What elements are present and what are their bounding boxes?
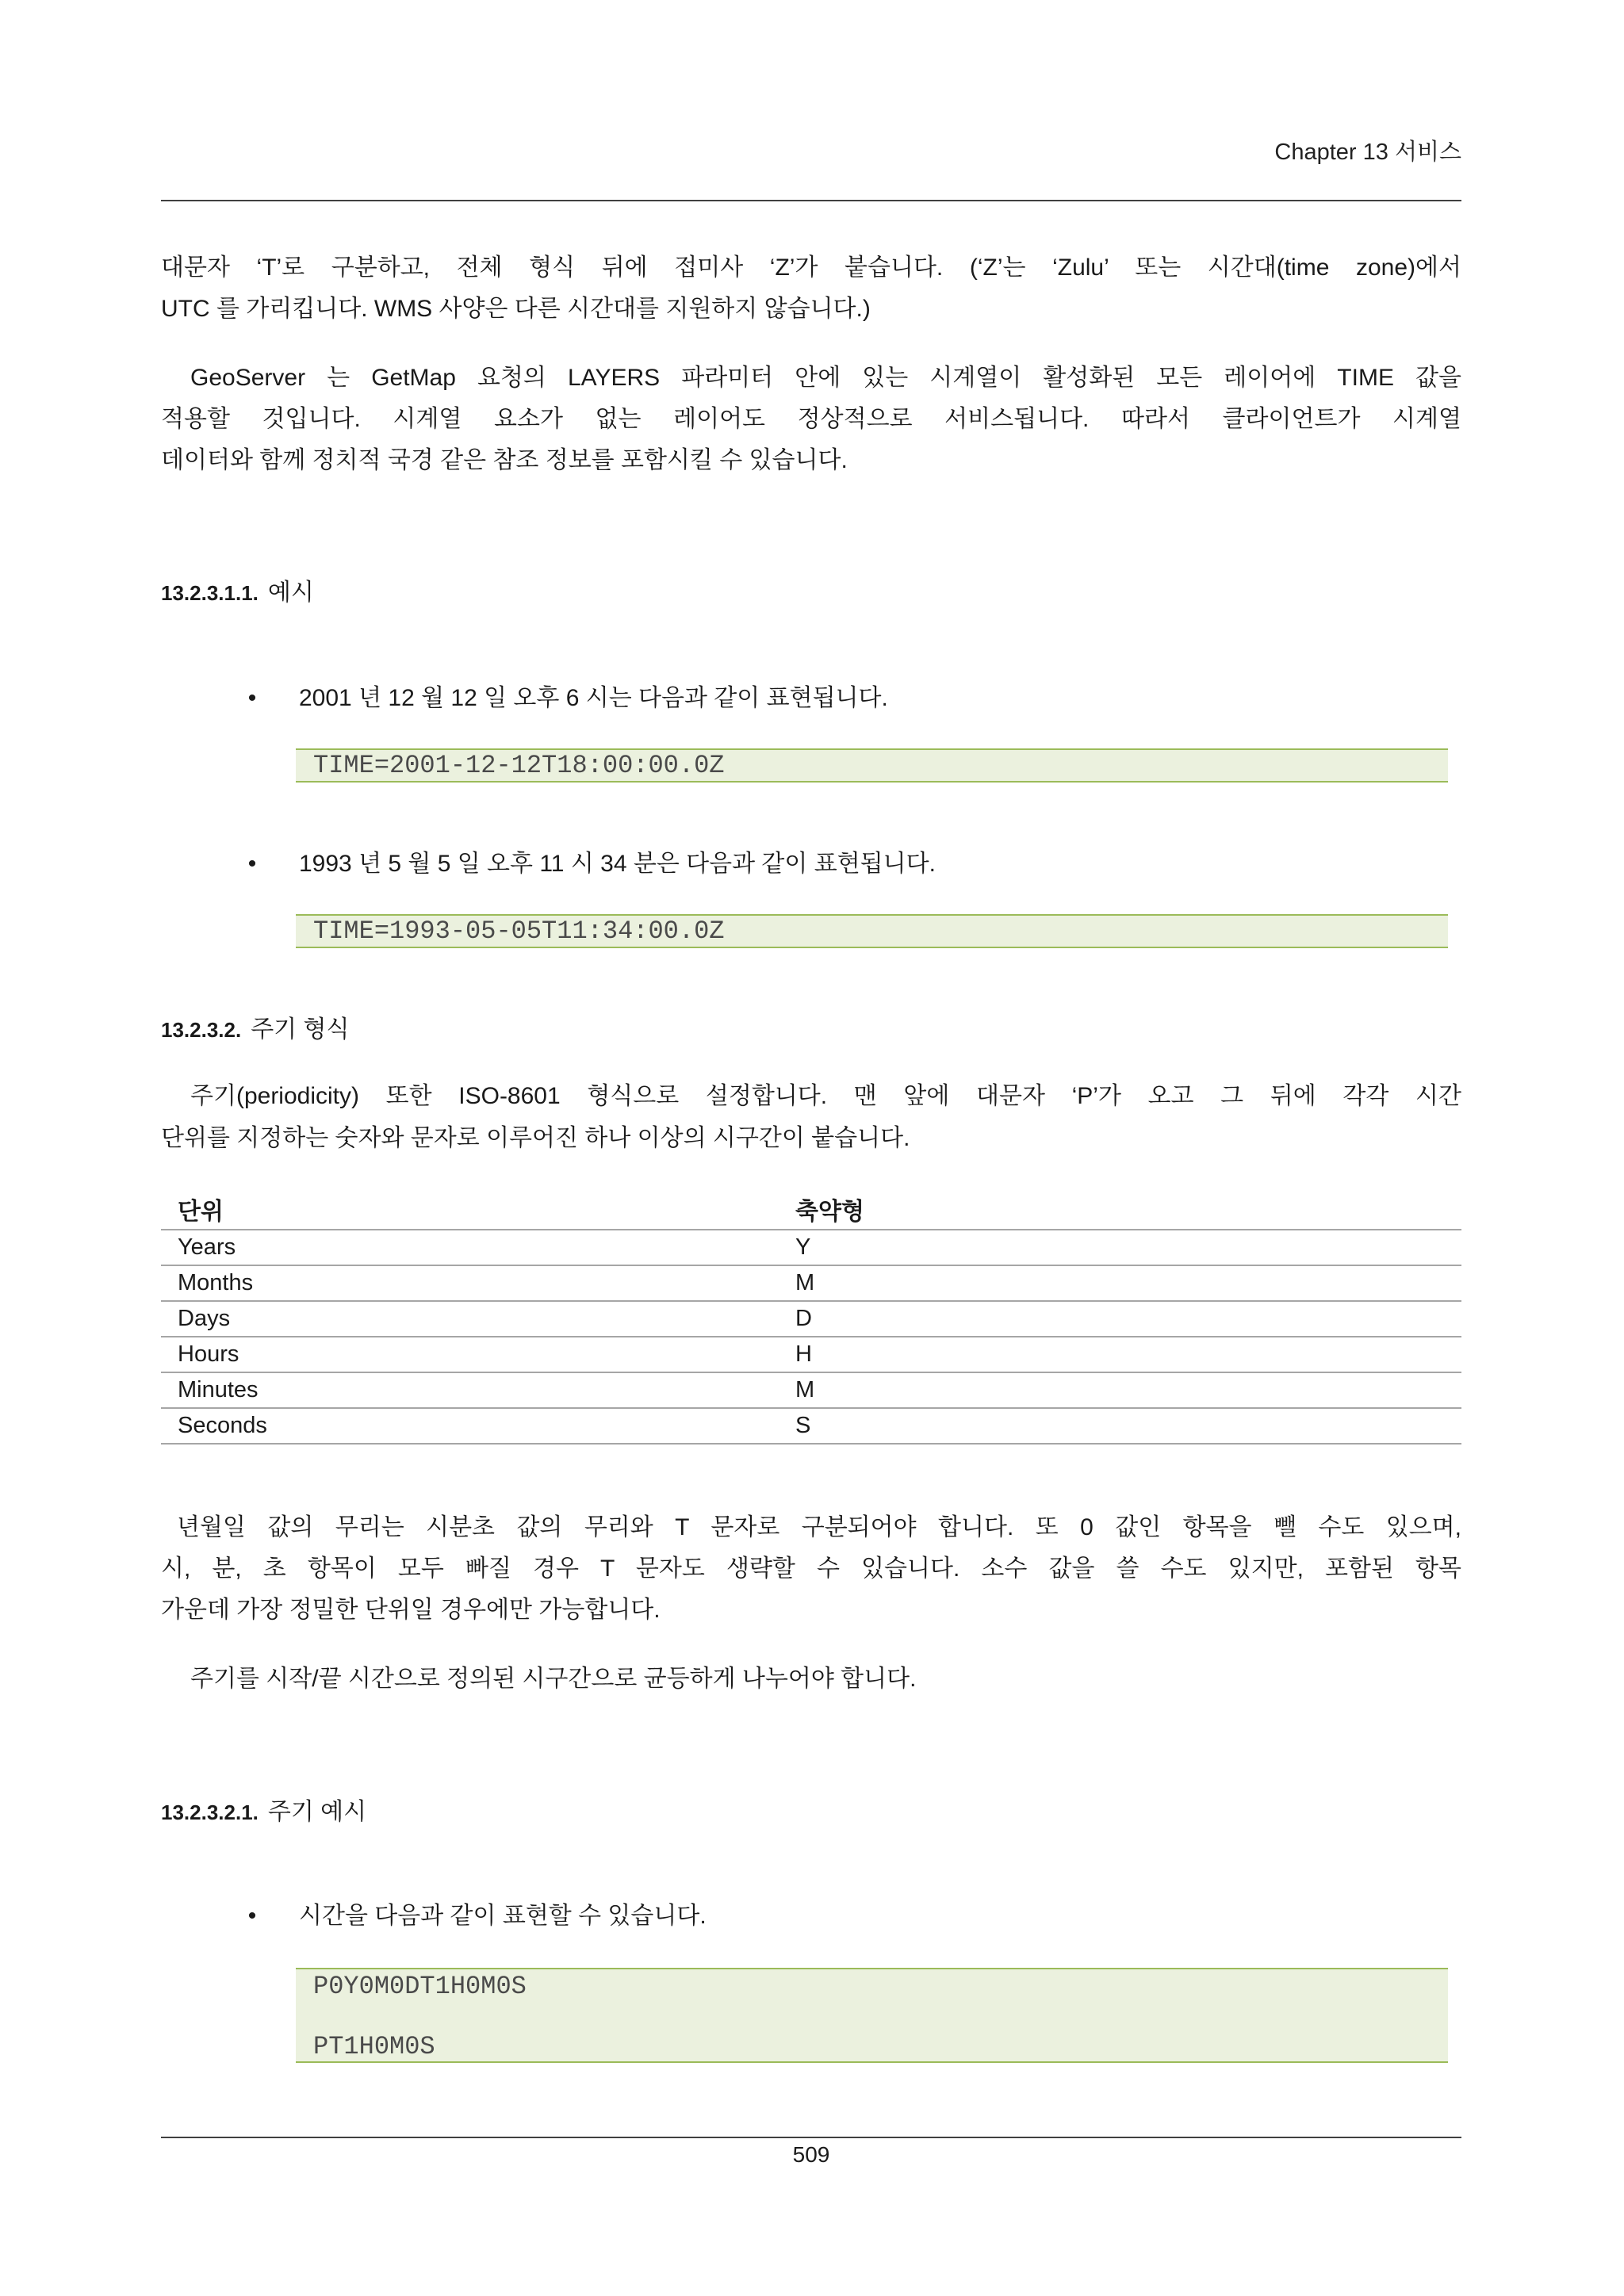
code-block bbox=[296, 914, 1448, 948]
paragraph-line: 적용할 것입니다. 시계열 요소가 없는 레이어도 정상적으로 서비스됩니다. 따라서 클라이언트가 시계열 bbox=[161, 406, 1461, 432]
table-cell-unit: Minutes bbox=[178, 1377, 259, 1402]
table-row bbox=[161, 1302, 1461, 1337]
paragraph-line: 데이터와 함께 정치적 국경 같은 참조 정보를 포함시킬 수 있습니다. bbox=[161, 447, 848, 473]
unit-table bbox=[161, 1189, 1461, 1445]
code-block bbox=[296, 748, 1448, 783]
bullet-icon: • bbox=[247, 851, 257, 877]
division-paragraph bbox=[161, 1659, 1461, 1700]
table-cell-unit: Seconds bbox=[178, 1413, 267, 1438]
bullet-icon: • bbox=[247, 1903, 257, 1929]
rules-paragraph bbox=[161, 1507, 1461, 1631]
paragraph-line: GeoServer 는 GetMap 요청의 LAYERS 파라미터 안에 있는 시계열이 활성화된 모든 레이어에 TIME 값을 bbox=[190, 365, 1461, 391]
table-cell-abbr: S bbox=[795, 1413, 811, 1438]
table-cell-unit: Months bbox=[178, 1270, 254, 1295]
table-cell-abbr: M bbox=[795, 1270, 815, 1295]
paragraph-line: 주기(periodicity) 또한 ISO-8601 형식으로 설정합니다. 맨 앞에 대문자 ‘P’가 오고 그 뒤에 각각 시간 bbox=[190, 1083, 1461, 1109]
section-title: 주기 형식 bbox=[251, 1016, 350, 1043]
geoserver-paragraph bbox=[161, 358, 1461, 481]
running-header: Chapter 13 서비스 bbox=[1274, 140, 1461, 165]
paragraph-line: 시, 분, 초 항목이 모두 빠질 경우 T 문자도 생략할 수 있습니다. 소수 값을 쓸 수도 있지만, 포함된 항목 bbox=[161, 1556, 1461, 1582]
section-heading-period-example bbox=[161, 1792, 1461, 1833]
paragraph-line: UTC 를 가리킵니다. WMS 사양은 다른 시간대를 지원하지 않습니다.) bbox=[161, 296, 871, 322]
section-title: 예시 bbox=[267, 580, 314, 606]
section-title: 주기 예시 bbox=[267, 1799, 367, 1825]
table-cell-abbr: H bbox=[795, 1341, 812, 1367]
intro-paragraph bbox=[161, 247, 1461, 330]
paragraph-line: 주기를 시작/끝 시간으로 정의된 시구간으로 균등하게 나누어야 합니다. bbox=[190, 1666, 917, 1692]
section-number: 13.2.3.2. bbox=[161, 1018, 242, 1042]
table-header-row bbox=[161, 1189, 1461, 1230]
code-line: P0Y0M0DT1H0M0S bbox=[313, 1972, 527, 2001]
table-cell-unit: Hours bbox=[178, 1341, 239, 1367]
table-row bbox=[161, 1337, 1461, 1373]
bullet-text: 2001 년 12 월 12 일 오후 6 시는 다음과 같이 표현됩니다. bbox=[299, 685, 888, 711]
paragraph-line: 대문자 ‘T’로 구분하고, 전체 형식 뒤에 접미사 ‘Z’가 붙습니다. (‘Z’는 ‘Zulu’ 또는 시간대(time zone)에서 bbox=[161, 254, 1461, 281]
paragraph-line: 단위를 지정하는 숫자와 문자로 이루어진 하나 이상의 시구간이 붙습니다. bbox=[161, 1125, 910, 1151]
section-heading-example bbox=[161, 572, 1461, 614]
table-cell-unit: Years bbox=[178, 1234, 236, 1260]
header-rule bbox=[161, 200, 1461, 201]
table-row bbox=[161, 1230, 1461, 1266]
table-cell-abbr: Y bbox=[795, 1234, 811, 1260]
periodicity-paragraph bbox=[161, 1075, 1461, 1159]
table-cell-abbr: D bbox=[795, 1306, 812, 1331]
paragraph-line: 년월일 값의 무리는 시분초 값의 무리와 T 문자로 구분되어야 합니다. 또 0 값인 항목을 뺄 수도 있으며, bbox=[177, 1514, 1461, 1540]
code-block bbox=[296, 1968, 1448, 2063]
section-number: 13.2.3.2.1. bbox=[161, 1800, 259, 1824]
paragraph-line: 가운데 가장 정밀한 단위일 경우에만 가능합니다. bbox=[161, 1597, 661, 1623]
section-number: 13.2.3.1.1. bbox=[161, 581, 259, 605]
table-row bbox=[161, 1409, 1461, 1445]
example-bullet bbox=[161, 678, 1461, 719]
table-row bbox=[161, 1373, 1461, 1409]
code-line: TIME=1993-05-05T11:34:00.0Z bbox=[313, 916, 725, 946]
table-header-cell: 축약형 bbox=[795, 1199, 864, 1225]
bullet-text: 시간을 다음과 같이 표현할 수 있습니다. bbox=[299, 1903, 707, 1929]
section-heading-periodicity bbox=[161, 1009, 1461, 1050]
table-row bbox=[161, 1266, 1461, 1302]
page-number: 509 bbox=[792, 2142, 830, 2167]
code-line: PT1H0M0S bbox=[313, 2032, 435, 2061]
table-cell-abbr: M bbox=[795, 1377, 815, 1402]
table-cell-unit: Days bbox=[178, 1306, 231, 1331]
code-line: TIME=2001-12-12T18:00:00.0Z bbox=[313, 751, 725, 780]
example-bullet bbox=[161, 844, 1461, 885]
bullet-text: 1993 년 5 월 5 일 오후 11 시 34 분은 다음과 같이 표현됩니다. bbox=[299, 851, 936, 877]
footer-rule bbox=[161, 2137, 1461, 2138]
table-header-cell: 단위 bbox=[178, 1199, 224, 1225]
bullet-icon: • bbox=[247, 685, 257, 711]
example-bullet bbox=[161, 1896, 1461, 1937]
